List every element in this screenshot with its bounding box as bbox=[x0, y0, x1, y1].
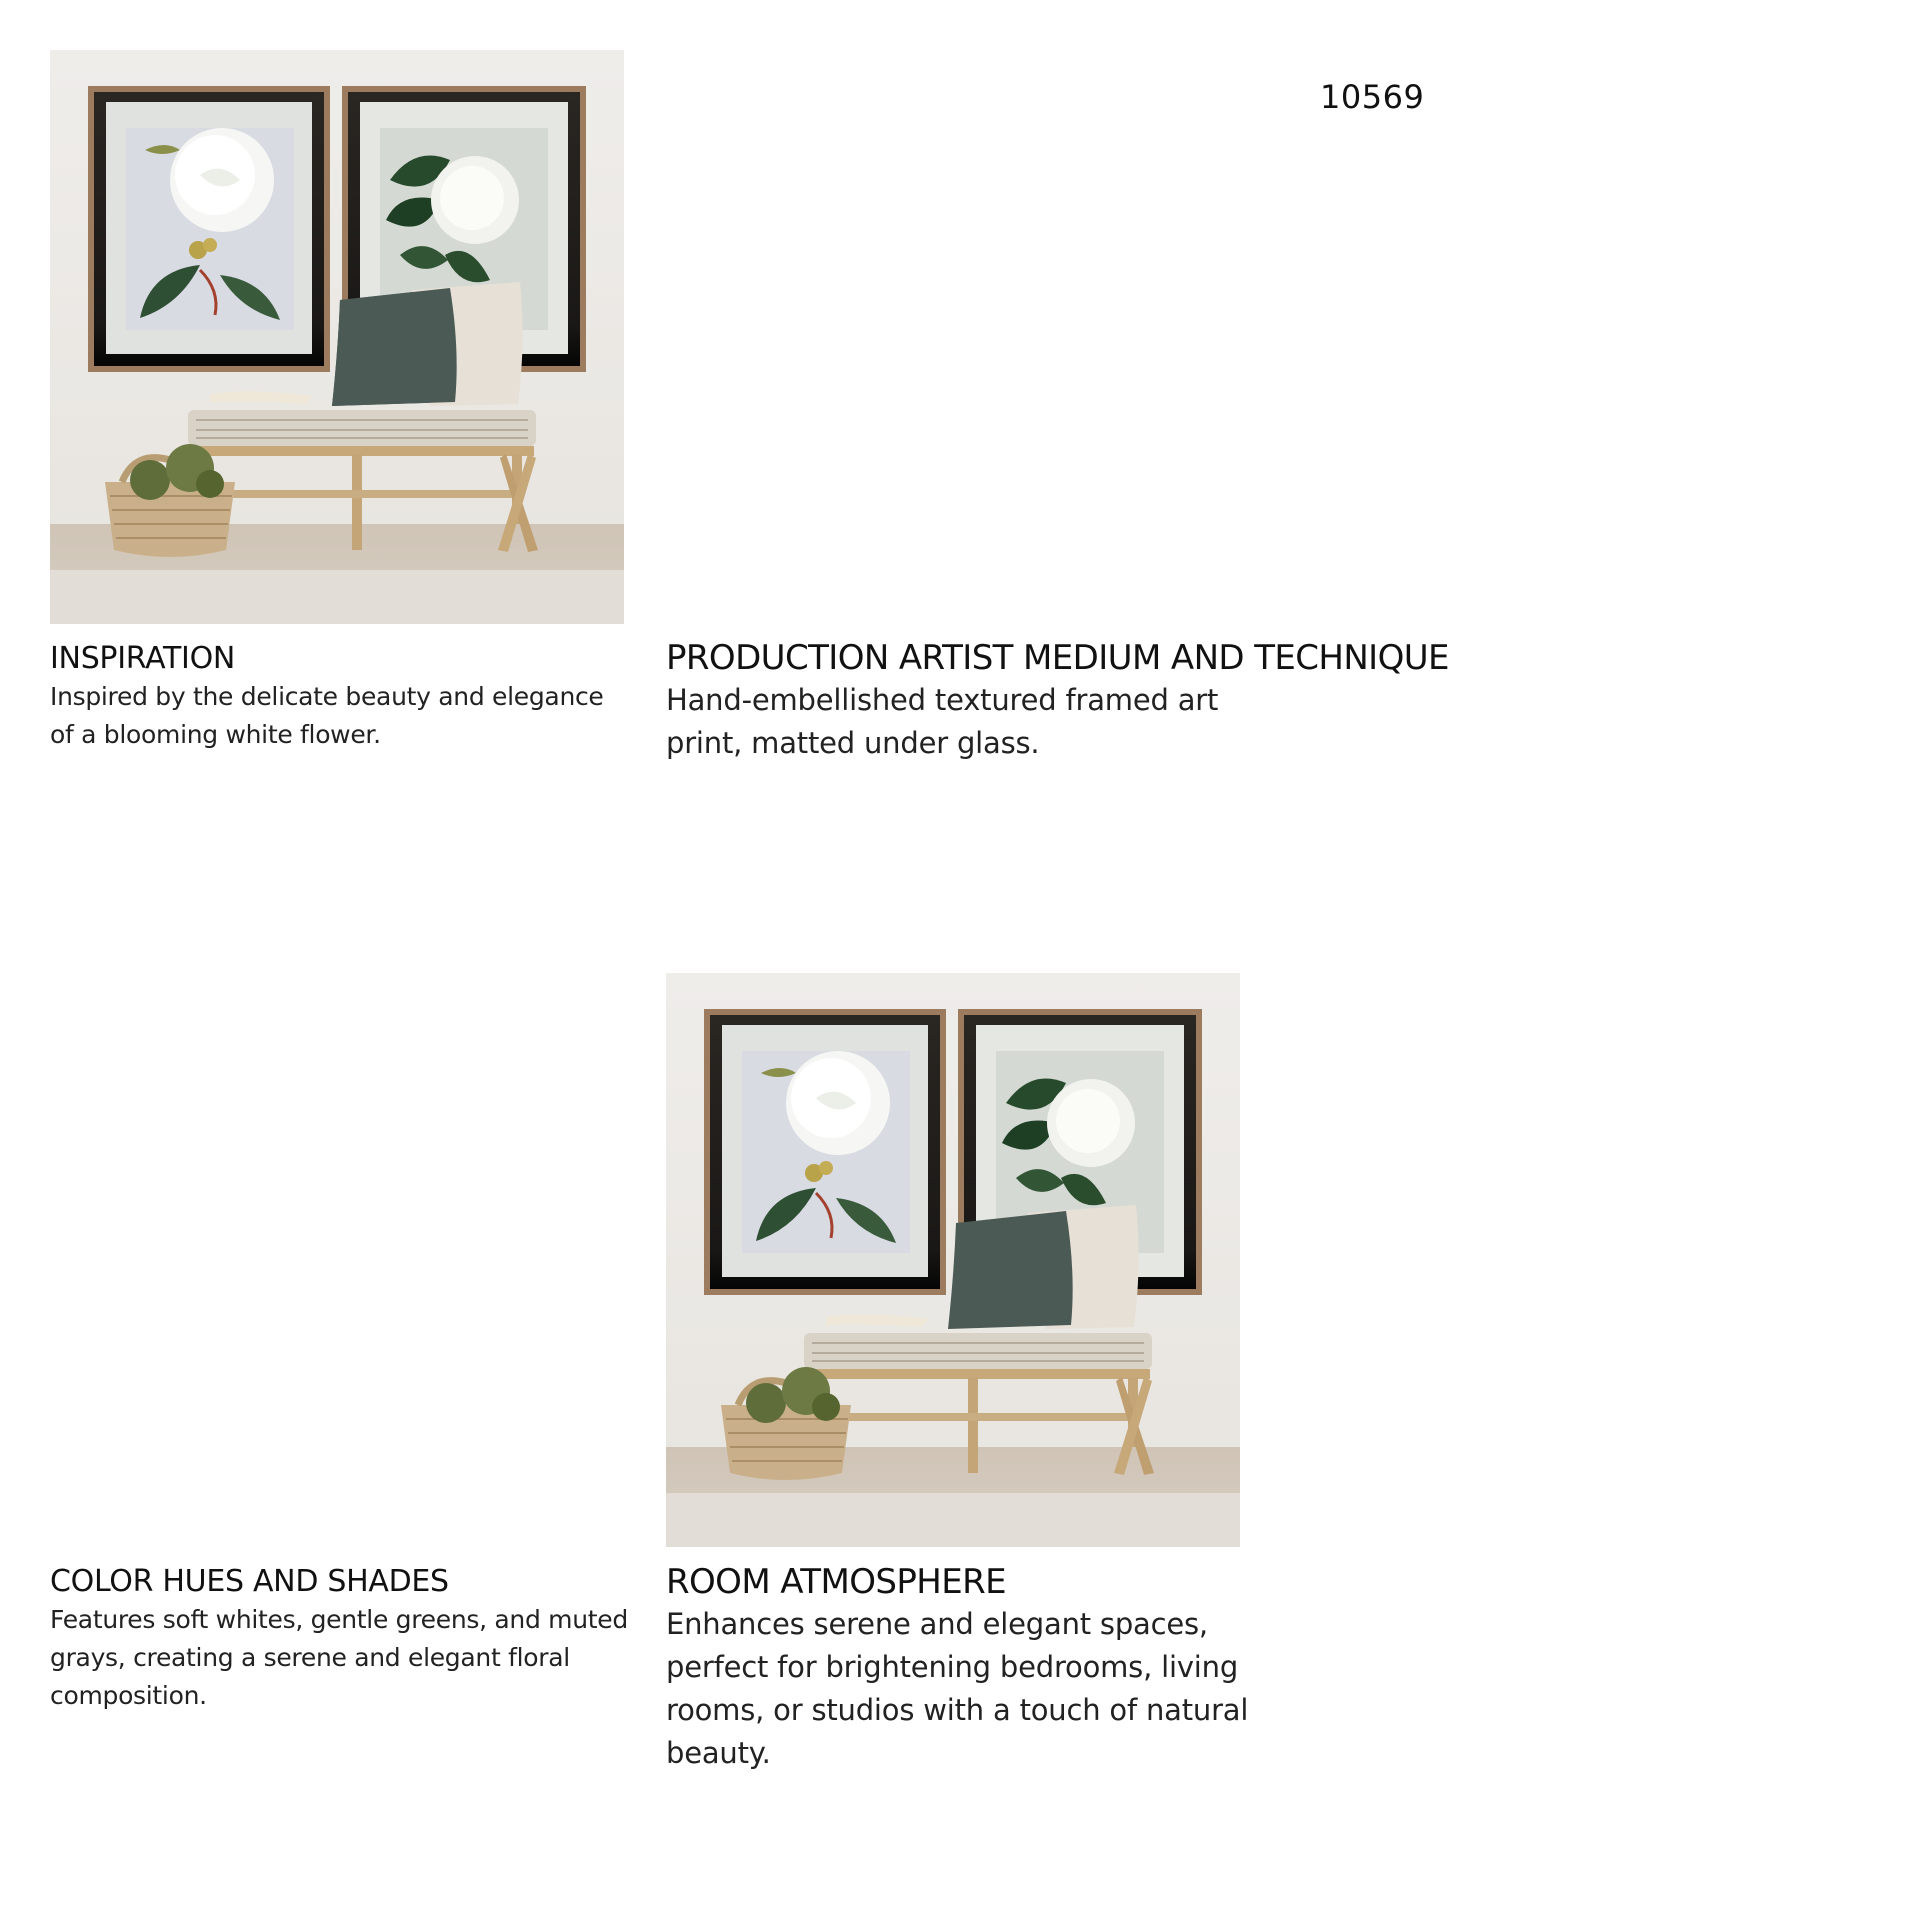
room-atmosphere-section bbox=[666, 1561, 1266, 1775]
room-scene-illustration bbox=[666, 973, 1240, 1547]
color-text: Features soft whites, gentle greens, and muted grays, creating a serene and elegant floral composition. bbox=[50, 1605, 628, 1710]
color-section bbox=[50, 1563, 630, 1715]
color-heading: COLOR HUES AND SHADES bbox=[50, 1564, 449, 1599]
production-section bbox=[666, 637, 1566, 765]
production-heading: PRODUCTION ARTIST MEDIUM AND TECHNIQUE bbox=[666, 638, 1449, 678]
bench-seat bbox=[188, 410, 536, 446]
room-atmosphere-heading: ROOM ATMOSPHERE bbox=[666, 1562, 1007, 1602]
inspiration-heading: INSPIRATION bbox=[50, 641, 236, 676]
product-code: 10569 bbox=[1320, 78, 1425, 116]
room-atmosphere-text: Enhances serene and elegant spaces, perfect for brightening bedrooms, living rooms, or studios with a touch of natural beauty. bbox=[666, 1607, 1249, 1770]
inspiration-text: Inspired by the delicate beauty and elegance of a blooming white flower. bbox=[50, 682, 604, 749]
inspiration-section bbox=[50, 640, 630, 754]
room-scene-photo bbox=[50, 50, 624, 624]
room-scene-photo bbox=[666, 973, 1240, 1547]
production-text: Hand-embellished textured framed art print, matted under glass. bbox=[666, 683, 1219, 760]
room-scene-illustration bbox=[50, 50, 624, 624]
